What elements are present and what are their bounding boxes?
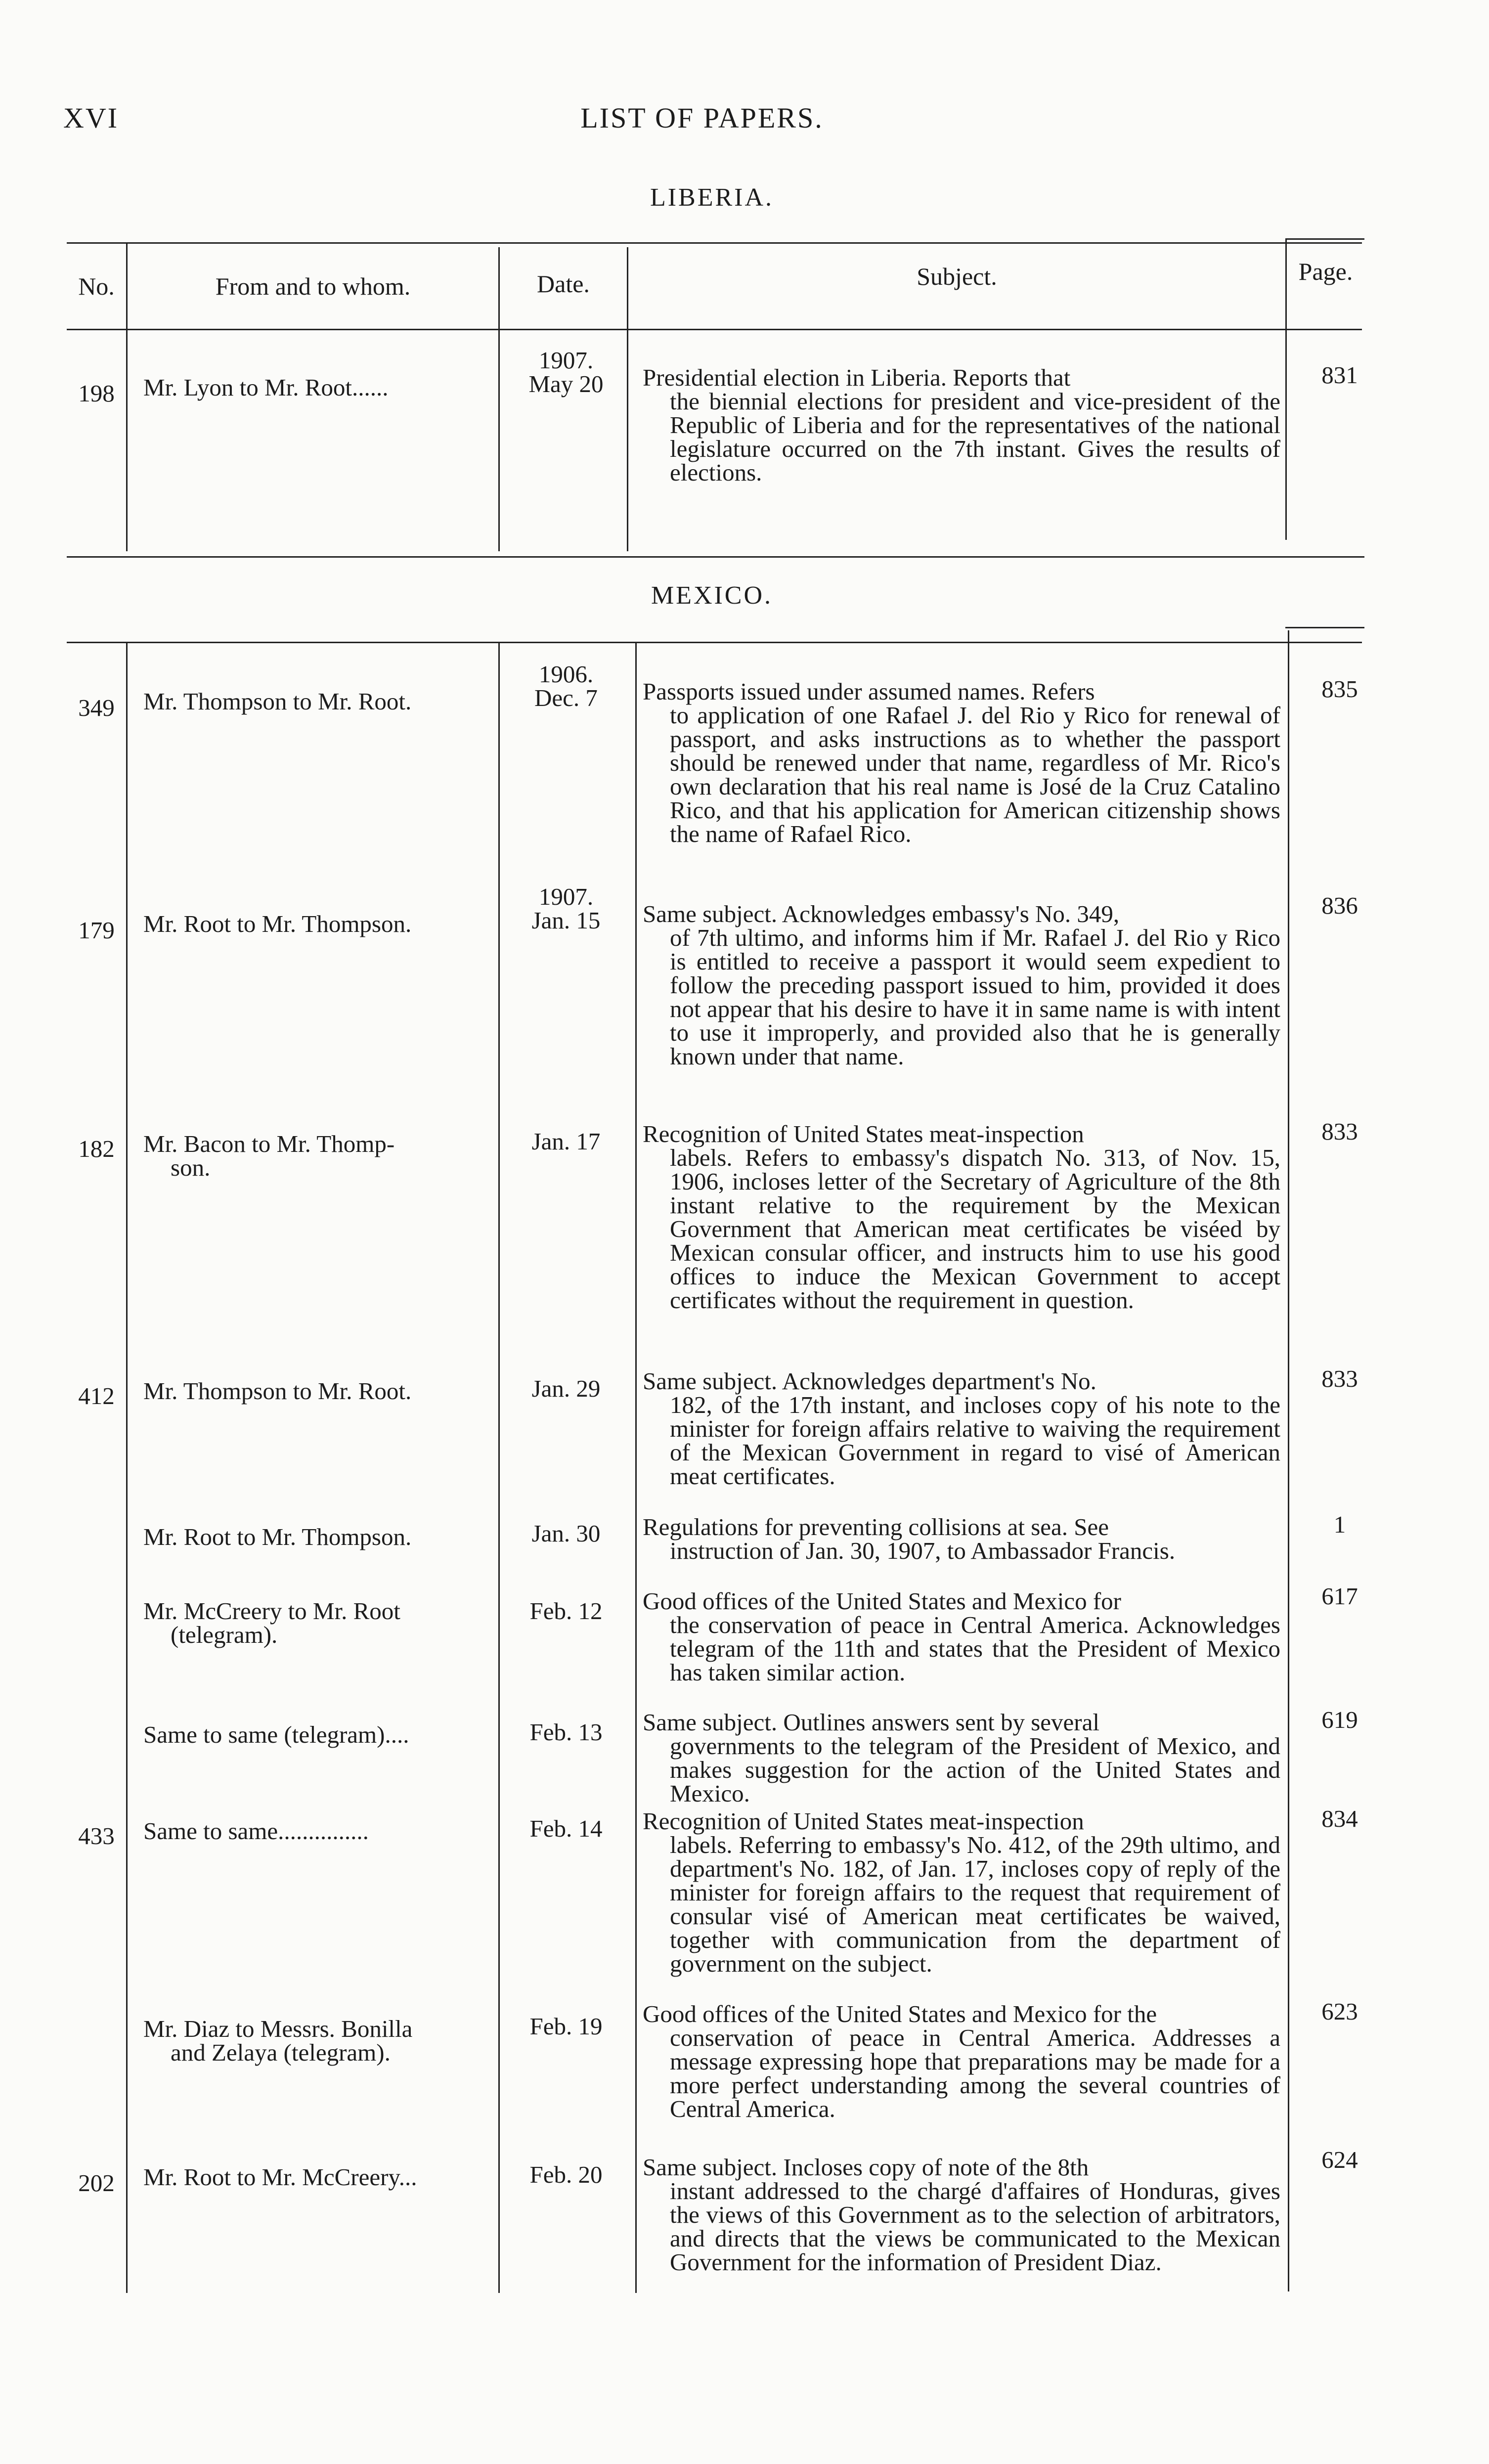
table-rule <box>67 642 1362 643</box>
page-reference: 831 <box>1321 361 1358 389</box>
from-to-text: Mr. Root to Mr. Thompson. <box>143 910 412 937</box>
subject-cell <box>643 902 1280 1068</box>
date-text: Feb. 14 <box>529 1815 603 1842</box>
from-to-cell <box>143 1819 499 1843</box>
subject-first-line: Same subject. Acknowledges embassy's No. 349, <box>643 900 1120 927</box>
date-text: Jan. 29 <box>531 1375 601 1402</box>
subject-cell <box>643 680 1280 846</box>
date-text: Feb. 20 <box>529 2161 603 2188</box>
page-number-roman: XVI <box>63 102 119 134</box>
table-rule <box>67 329 1362 330</box>
subject-cell <box>643 1589 1280 1684</box>
date-cell <box>509 1817 623 1841</box>
subject-first-line: Regulations for preventing collisions at sea. See <box>643 1513 1109 1540</box>
col-header-date: Date. <box>537 270 590 298</box>
subject-cell <box>643 1809 1280 1976</box>
table-rule <box>67 242 1362 244</box>
date-year: 1907. <box>538 347 594 374</box>
page-reference: 617 <box>1321 1583 1358 1610</box>
from-to-cell <box>143 1132 499 1180</box>
subject-cell <box>643 1122 1280 1312</box>
subject-continuation: the conservation of peace in Central America. Acknowledges telegram of the 11th and states that the President of Mexico has taken similar action. <box>670 1611 1280 1686</box>
column-rule <box>627 247 628 551</box>
from-to-cell <box>143 1525 499 1549</box>
from-to-cell <box>143 2017 499 2065</box>
col-header-subject: Subject. <box>917 263 997 290</box>
page-reference: 1 <box>1333 1511 1346 1538</box>
subject-continuation: to application of one Rafael J. del Rio y Rico for renewal of passport, and asks instructions as to whether the passport should be renewed under that name, regardless of Mr. Rico's own declaration that his real name is José de la Cruz Catalino Rico, and that his application for American citizenship shows the name of Rafael Rico. <box>670 702 1280 847</box>
date-cell <box>509 1522 623 1545</box>
subject-continuation: of 7th ultimo, and informs him if Mr. Rafael J. del Rio y Rico is entitled to receive a passport it would seem expedient to follow the preceding passport issued to him, provided it does not appear that his desire to have it in same name is with intent to use it improperly, and provided also that he is generally known under that name. <box>670 924 1280 1070</box>
col-header-from-to: From and to whom. <box>215 272 411 300</box>
subject-cell <box>643 1515 1280 1563</box>
date-text: Dec. 7 <box>534 684 598 711</box>
date-text: Feb. 13 <box>529 1718 603 1746</box>
from-to-text: Mr. Thompson to Mr. Root. <box>143 1377 412 1405</box>
date-cell <box>509 2015 623 2038</box>
subject-first-line: Good offices of the United States and Mexico for the <box>643 2000 1157 2027</box>
section-title-mexico: MEXICO. <box>651 581 773 610</box>
date-year: 1906. <box>538 660 594 688</box>
from-to-continuation: son. <box>171 1154 211 1181</box>
subject-first-line: Same subject. Incloses copy of note of the 8th <box>643 2154 1089 2181</box>
subject-continuation: labels. Refers to embassy's dispatch No. 313, of Nov. 15, 1906, incloses letter of the Secretary of Agriculture of the 8th instant relative to the requirement by the Mexican Government that American meat certificates be viséed by Mexican consular officer, and instructs him to use his good offices to induce the Mexican Government to accept certificates without the requirement in question. <box>670 1144 1280 1314</box>
subject-first-line: Same subject. Acknowledges department's No. <box>643 1367 1096 1395</box>
subject-first-line: Presidential election in Liberia. Reports that <box>643 364 1071 391</box>
from-to-cell <box>143 376 499 399</box>
from-to-text: Same to same (telegram).... <box>143 1721 409 1748</box>
col-header-page: Page. <box>1298 258 1353 285</box>
row-number: 433 <box>78 1822 115 1849</box>
page-reference: 619 <box>1321 1706 1358 1733</box>
col-header-no: No. <box>78 272 115 300</box>
page-reference: 623 <box>1321 1998 1358 2025</box>
page-reference: 624 <box>1321 2146 1358 2173</box>
subject-first-line: Recognition of United States meat-inspection <box>643 1807 1084 1835</box>
section-title-liberia: LIBERIA. <box>650 183 774 212</box>
column-rule <box>126 642 128 2293</box>
from-to-cell <box>143 1599 499 1647</box>
subject-first-line: Passports issued under assumed names. Refers <box>643 678 1095 705</box>
from-to-cell <box>143 1723 499 1747</box>
from-to-continuation: (telegram). <box>171 1621 278 1648</box>
from-to-text: Mr. Root to Mr. McCreery... <box>143 2163 417 2191</box>
from-to-text: Mr. Root to Mr. Thompson. <box>143 1523 412 1550</box>
page-reference: 833 <box>1321 1365 1358 1392</box>
date-cell <box>509 1377 623 1401</box>
from-to-text: Mr. Lyon to Mr. Root...... <box>143 374 389 401</box>
date-cell <box>509 1130 623 1153</box>
from-to-text: Mr. McCreery to Mr. Root <box>143 1597 400 1625</box>
column-rule <box>1288 630 1289 2291</box>
from-to-text: Mr. Bacon to Mr. Thomp- <box>143 1130 395 1157</box>
subject-cell <box>643 1369 1280 1488</box>
running-title: LIST OF PAPERS. <box>580 102 824 134</box>
subject-first-line: Recognition of United States meat-inspection <box>643 1120 1084 1147</box>
subject-continuation: conservation of peace in Central America. Addresses a message expressing hope that preparations may be made for a more perfect understanding among the several countries of Central America. <box>670 2024 1280 2122</box>
subject-continuation: the biennial elections for president and vice-president of the Republic of Liberia and for the representatives of the national legislature occurred on the 7th instant. Gives the results of elections. <box>670 388 1280 486</box>
subject-cell <box>643 1711 1280 1805</box>
row-number: 198 <box>78 380 115 407</box>
row-number: 412 <box>78 1382 115 1409</box>
subject-first-line: Same subject. Outlines answers sent by several <box>643 1709 1099 1736</box>
table-rule <box>67 556 1364 558</box>
subject-continuation: labels. Referring to embassy's No. 412, of the 29th ultimo, and department's No. 182, of Jan. 17, incloses copy of reply of the minister for foreign affairs to the request that requirement of consular visé of American meat certificates be waived, together with communication from the department of government on the subject. <box>670 1831 1280 1977</box>
from-to-text: Mr. Diaz to Messrs. Bonilla <box>143 2015 413 2042</box>
date-cell <box>509 885 623 932</box>
page-reference: 833 <box>1321 1118 1358 1145</box>
page-reference: 836 <box>1321 892 1358 919</box>
from-to-text: Mr. Thompson to Mr. Root. <box>143 688 412 715</box>
subject-first-line: Good offices of the United States and Mexico for <box>643 1587 1121 1615</box>
date-text: Jan. 30 <box>531 1520 601 1547</box>
date-text: May 20 <box>528 370 604 397</box>
subject-cell <box>643 2156 1280 2274</box>
date-cell <box>509 1720 623 1744</box>
from-to-cell <box>143 690 499 713</box>
date-cell <box>509 349 623 396</box>
subject-continuation: 182, of the 17th instant, and incloses copy of his note to the minister for foreign affairs relative to waiving the requirement of the Mexican Government in regard to visé of American meat certificates. <box>670 1391 1280 1490</box>
row-number: 179 <box>78 917 115 944</box>
date-text: Feb. 12 <box>529 1597 603 1625</box>
table-rule <box>1285 238 1364 240</box>
date-text: Feb. 19 <box>529 2013 603 2040</box>
subject-cell <box>643 2002 1280 2121</box>
date-text: Jan. 17 <box>531 1128 601 1155</box>
date-year: 1907. <box>538 883 594 910</box>
from-to-cell <box>143 2165 499 2189</box>
date-cell <box>509 1599 623 1623</box>
subject-cell <box>643 366 1280 484</box>
page-reference: 835 <box>1321 675 1358 703</box>
row-number: 349 <box>78 694 115 721</box>
column-rule <box>635 642 637 2293</box>
row-number: 202 <box>78 2169 115 2197</box>
from-to-continuation: and Zelaya (telegram). <box>171 2039 391 2066</box>
row-number: 182 <box>78 1135 115 1162</box>
date-cell <box>509 662 623 710</box>
date-text: Jan. 15 <box>531 907 601 934</box>
table-rule <box>1285 627 1364 628</box>
from-to-text: Same to same............... <box>143 1817 369 1845</box>
from-to-cell <box>143 912 499 936</box>
subject-continuation: governments to the telegram of the President of Mexico, and makes suggestion for the action of the United States and Mexico. <box>670 1732 1280 1807</box>
subject-continuation: instruction of Jan. 30, 1907, to Ambassador Francis. <box>670 1537 1176 1564</box>
from-to-cell <box>143 1379 499 1403</box>
page-reference: 834 <box>1321 1805 1358 1832</box>
date-cell <box>509 2163 623 2187</box>
subject-continuation: instant addressed to the chargé d'affaires of Honduras, gives the views of this Government as to the selection of arbitrators, and directs that the views be communicated to the Mexican Government for the information of President Diaz. <box>670 2177 1280 2276</box>
